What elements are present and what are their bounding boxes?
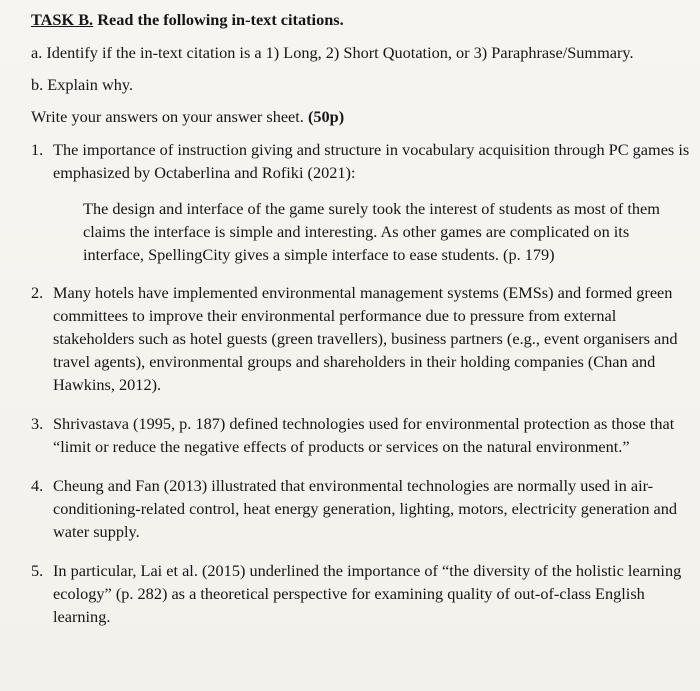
citation-item-4 [31, 474, 690, 543]
instruction-write [31, 105, 690, 128]
item-number: 2. [31, 283, 44, 302]
item-number: 4. [31, 476, 44, 495]
instruction-b: b. Explain why. [31, 75, 134, 94]
item-text: Cheung and Fan (2013) illustrated that environmental technologies are normally used in air-conditioning-related control, heat energy generation, lighting, motors, electricity generation and water supply. [53, 476, 678, 541]
citation-item-5 [31, 559, 690, 628]
points-label: (50p) [307, 107, 345, 126]
item-text: In particular, Lai et al. (2015) underlined the importance of “the diversity of the holistic learning ecology” (p. 282) as a theoretical perspective for examining quality of out-of-class English learning. [53, 561, 682, 626]
citation-item-1 [31, 138, 690, 184]
item-text: Many hotels have implemented environmental management systems (EMSs) and formed green committees to improve their environmental performance due to pressure from external stakeholders such as hotel guests (green travellers), business partners (e.g., event organisers and travel agents), environmental groups and shareholders in their holding companies (Chan and Hawkins, 2012). [53, 283, 678, 394]
citation-item-2 [31, 281, 690, 396]
block-quote: The design and interface of the game surely took the interest of students as most of them claims the interface is simple and interesting. As other games are complicated on its interface, SpellingCity gives a simple interface to ease students. (p. 179) [83, 199, 660, 264]
item-number: 1. [31, 140, 44, 159]
task-label: TASK B. [31, 10, 94, 29]
instruction-write-text: Write your answers on your answer sheet. [31, 107, 308, 126]
task-title-text: Read the following in-text citations. [93, 10, 344, 29]
item-text: Shrivastava (1995, p. 187) defined technologies used for environmental protection as those that “limit or reduce the negative effects of products or services on the natural environment.” [53, 414, 675, 456]
item-number: 3. [31, 414, 44, 433]
item-number: 5. [31, 561, 44, 580]
citation-item-3 [31, 412, 690, 458]
instruction-a: a. Identify if the in-text citation is a 1) Long, 2) Short Quotation, or 3) Paraphrase/Summary. [31, 43, 634, 62]
task-title [31, 8, 690, 31]
item-text: The importance of instruction giving and structure in vocabulary acquisition through PC games is emphasized by Octaberlina and Rofiki (2021): [53, 140, 690, 182]
